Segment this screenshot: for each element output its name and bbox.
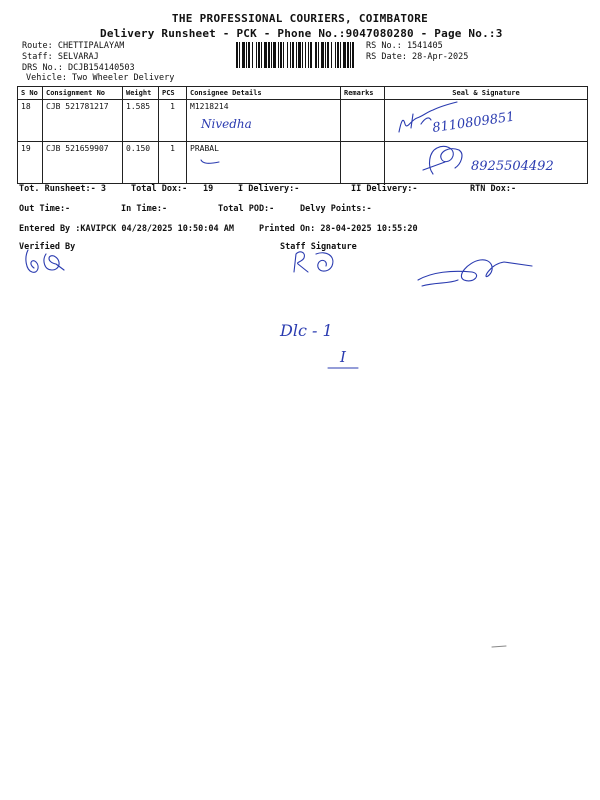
handwritten-mark bbox=[197, 154, 237, 170]
col-consignment: Consignment No bbox=[43, 87, 123, 100]
dlc-note: Dlc - 1 bbox=[280, 321, 333, 340]
cell-weight: 0.150 bbox=[123, 142, 159, 184]
cell-sno: 18 bbox=[18, 100, 43, 142]
stray-mark bbox=[490, 644, 510, 650]
staff-signature-initials bbox=[286, 244, 346, 278]
staff-label: Staff: SELVARAJ bbox=[22, 52, 99, 62]
handwritten-name bbox=[197, 112, 287, 134]
dlc-sub: I bbox=[340, 348, 346, 366]
consignee-code: M1218214 bbox=[190, 102, 229, 111]
table-row bbox=[18, 142, 588, 184]
total-dox-label: Total Dox:- bbox=[131, 184, 188, 194]
verifier-signature bbox=[18, 244, 78, 278]
entered-by: Entered By :KAVIPCK 04/28/2025 10:50:04 AM bbox=[19, 224, 234, 234]
cell-consignee bbox=[187, 100, 341, 142]
barcode-image bbox=[236, 42, 354, 68]
staff-signature-label: Staff Signature bbox=[280, 242, 357, 252]
printed-on: Printed On: 28-04-2025 10:55:20 bbox=[259, 224, 418, 234]
cell-pcs: 1 bbox=[159, 142, 187, 184]
rtn-dox-label: RTN Dox:- bbox=[470, 184, 517, 194]
delivery-signature bbox=[415, 142, 588, 183]
cell-pcs: 1 bbox=[159, 100, 187, 142]
col-consignee: Consignee Details bbox=[187, 87, 341, 100]
vehicle-label: Vehicle: Two Wheeler Delivery bbox=[26, 73, 175, 83]
company-title: THE PROFESSIONAL COURIERS, COIMBATORE bbox=[171, 12, 429, 25]
i-delivery-label: I Delivery:- bbox=[238, 184, 300, 194]
svg-text:8925504492: 8925504492 bbox=[471, 159, 554, 174]
out-time-label: Out Time:- bbox=[19, 204, 71, 214]
route-label: Route: CHETTIPALAYAM bbox=[22, 41, 125, 51]
dlc-annotation bbox=[270, 312, 380, 376]
staff-signature bbox=[412, 250, 542, 294]
consignee-name: PRABAL bbox=[190, 144, 219, 153]
delivery-signature bbox=[391, 100, 588, 141]
col-remarks: Remarks bbox=[341, 87, 385, 100]
col-seal-signature: Seal & Signature bbox=[385, 87, 588, 100]
svg-text:Nivedha: Nivedha bbox=[201, 117, 252, 131]
cell-remarks bbox=[341, 142, 385, 184]
table-header-row bbox=[18, 87, 588, 100]
ii-delivery-label: II Delivery:- bbox=[351, 184, 418, 194]
cell-signature bbox=[385, 100, 588, 142]
total-runsheet: Tot. Runsheet:- 3 bbox=[19, 184, 106, 194]
total-pod-label: Total POD:- bbox=[218, 204, 275, 214]
total-dox-value: 19 bbox=[203, 184, 214, 194]
svg-text:8110809851: 8110809851 bbox=[431, 109, 516, 136]
cell-signature bbox=[385, 142, 588, 184]
delvy-points-label: Delvy Points:- bbox=[300, 204, 372, 214]
cell-sno: 19 bbox=[18, 142, 43, 184]
rs-number: RS No.: 1541405 bbox=[366, 41, 443, 51]
cell-remarks bbox=[341, 100, 385, 142]
runsheet-subtitle: Delivery Runsheet - PCK - Phone No.:9047080280 - Page No.:3 bbox=[100, 27, 503, 40]
verified-by-label: Verified By bbox=[19, 242, 76, 252]
rs-date: RS Date: 28-Apr-2025 bbox=[366, 52, 469, 62]
cell-consignee bbox=[187, 142, 341, 184]
cell-consignment: CJB 521781217 bbox=[43, 100, 123, 142]
drs-label: DRS No.: DCJB154140503 bbox=[22, 63, 135, 73]
cell-consignment: CJB 521659907 bbox=[43, 142, 123, 184]
col-sno: S No bbox=[18, 87, 43, 100]
cell-weight: 1.585 bbox=[123, 100, 159, 142]
runsheet-table bbox=[17, 86, 588, 184]
table-row bbox=[18, 100, 588, 142]
col-pcs: PCS bbox=[159, 87, 187, 100]
col-weight: Weight bbox=[123, 87, 159, 100]
in-time-label: In Time:- bbox=[121, 204, 168, 214]
